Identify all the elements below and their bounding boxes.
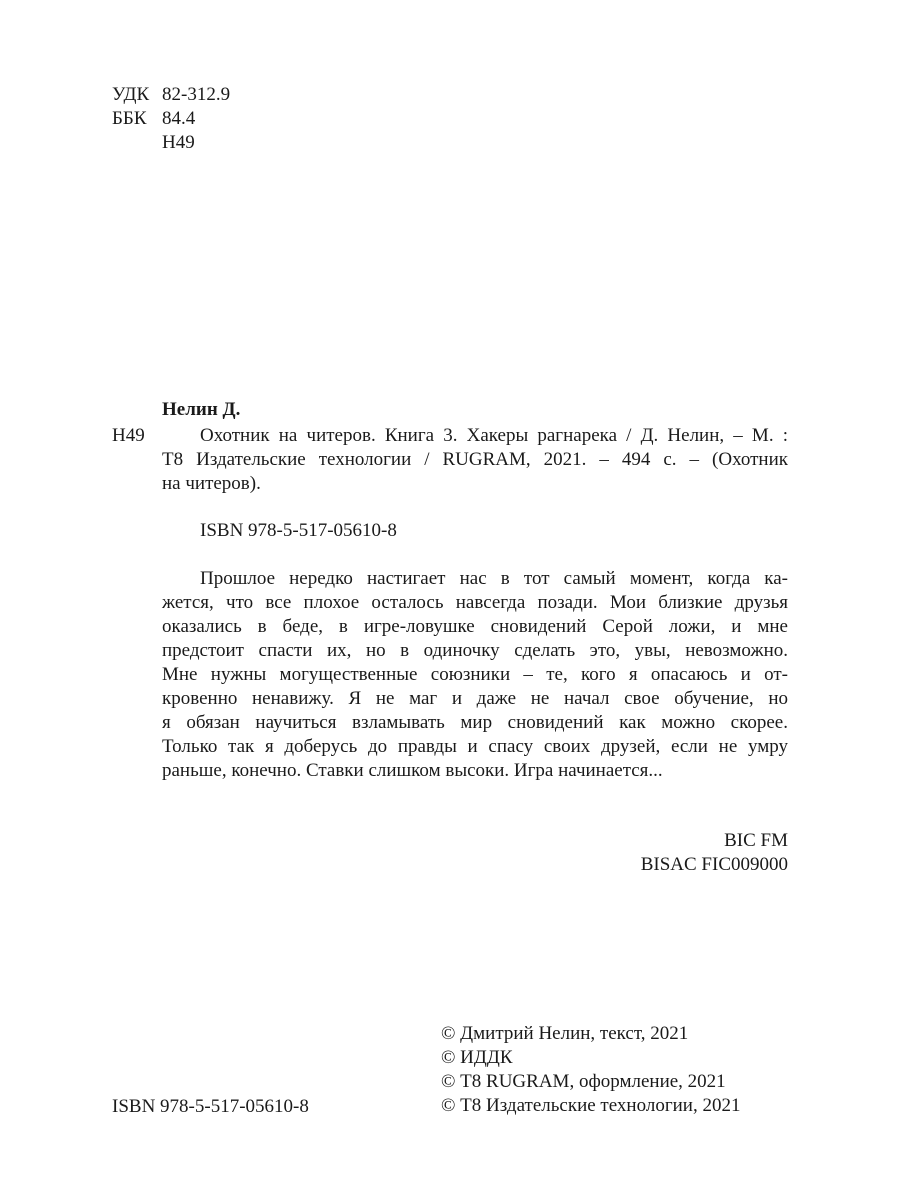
annotation-line: Прошлое нередко настигает нас в тот самый момент, когда ка- [200, 568, 788, 589]
author-mark-margin: Н49 [112, 425, 145, 446]
annotation-line: я обязан научиться взламывать мир сновидений как можно скорее. [162, 712, 788, 733]
copyright-block [441, 1022, 740, 1118]
annotation-line: Мне нужны могущественные союзники – те, кого я опасаюсь и от- [162, 664, 788, 685]
udk-value: 82-312.9 [162, 84, 231, 105]
annotation-line: кровенно ненавижу. Я не маг и даже не начал свое обучение, но [162, 688, 788, 709]
annotation-line: предстоит спасти их, но в одиночку сделать это, увы, невозможно. [162, 640, 788, 661]
bisac-code: BISAC FIC009000 [640, 854, 788, 875]
copyright-line: © Т8 RUGRAM, оформление, 2021 [441, 1071, 726, 1092]
isbn-record: ISBN 978-5-517-05610-8 [200, 520, 397, 541]
annotation-line: Только так я доберусь до правды и спасу своих друзей, если не умру [162, 736, 788, 757]
bibliographic-description [162, 424, 788, 496]
udk-label: УДК [112, 84, 150, 105]
bic-code: BIC FM [724, 830, 788, 851]
copyright-line: © Т8 Издательские технологии, 2021 [441, 1095, 741, 1116]
copyright-line: © ИДДК [441, 1047, 513, 1068]
bbk-label: ББК [112, 108, 147, 129]
annotation-paragraph [162, 567, 788, 783]
description-line: на читеров). [162, 473, 261, 494]
bbk-value: 84.4 [162, 108, 196, 129]
description-line: Т8 Издательские технологии / RUGRAM, 2021. – 494 с. – (Охотник [162, 449, 788, 470]
annotation-line: жется, что все плохое осталось навсегда позади. Мои близкие друзья [162, 592, 788, 613]
annotation-line: раньше, конечно. Ставки слишком высоки. Игра начинается... [162, 760, 663, 781]
description-line: Охотник на читеров. Книга 3. Хакеры рагнарека / Д. Нелин, – М. : [200, 425, 788, 446]
isbn-footer: ISBN 978-5-517-05610-8 [112, 1096, 309, 1117]
annotation-line: оказались в беде, в игре-ловушке сновидений Серой ложи, и мне [162, 616, 788, 637]
author-mark-top: Н49 [162, 132, 195, 153]
subject-codes [641, 829, 788, 877]
author-name: Нелин Д. [162, 399, 241, 420]
copyright-line: © Дмитрий Нелин, текст, 2021 [441, 1023, 689, 1044]
